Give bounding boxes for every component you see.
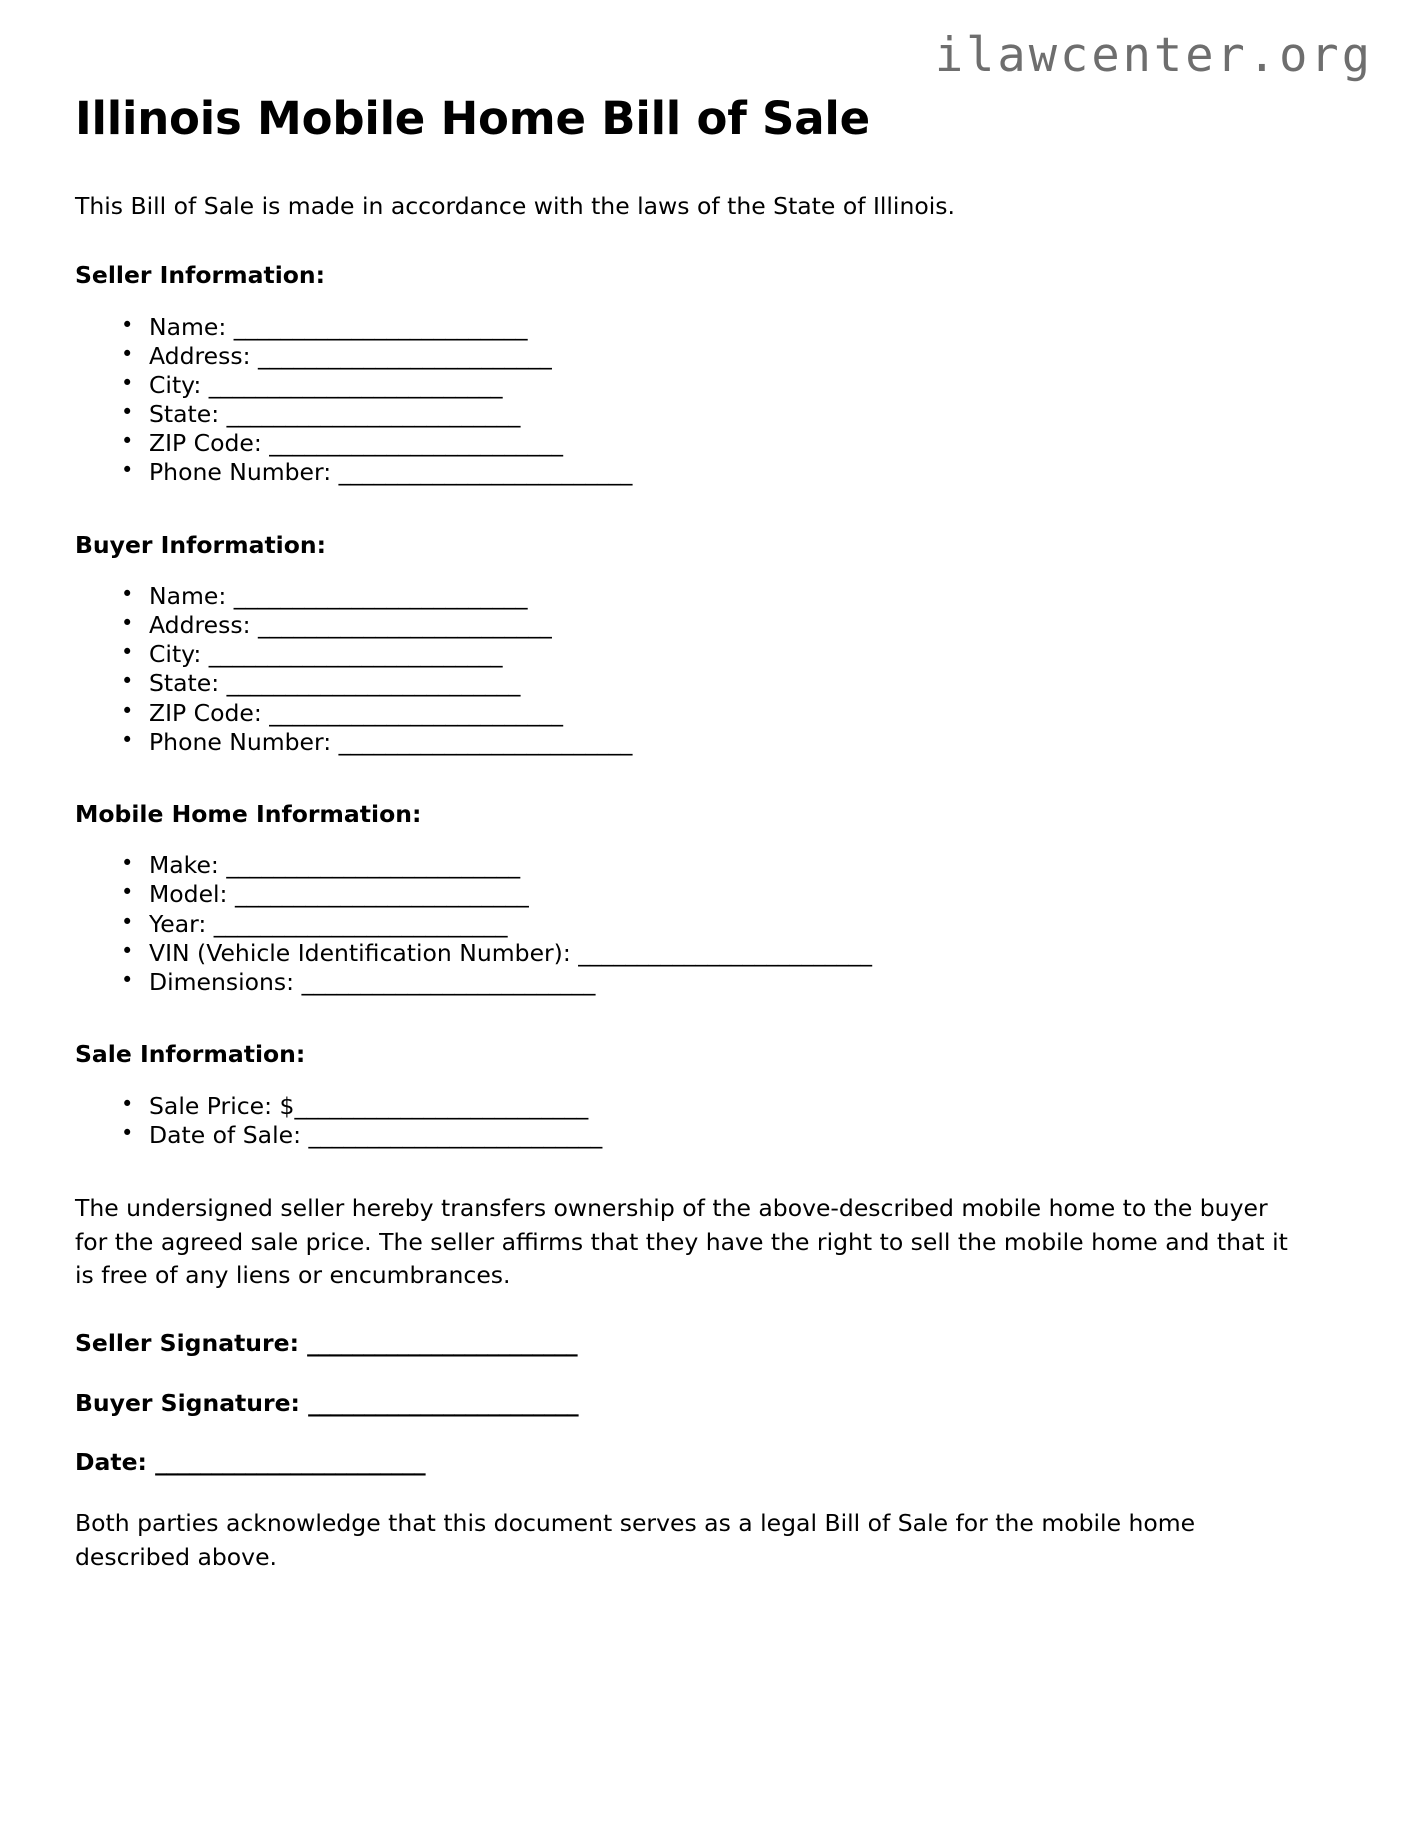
- buyer-signature-line: [75, 1389, 1305, 1418]
- field-blank-line[interactable]: _________________________: [308, 1120, 603, 1149]
- field-label: ZIP Code:: [149, 698, 262, 727]
- page-title: Illinois Mobile Home Bill of Sale: [75, 92, 870, 145]
- list-item: [121, 939, 1305, 968]
- list-item: [121, 728, 1305, 757]
- field-blank-line[interactable]: _________________________: [258, 341, 552, 370]
- list-item: [121, 582, 1305, 611]
- field-blank-line[interactable]: _________________________: [233, 312, 528, 341]
- list-item: [121, 968, 1305, 997]
- field-label: ZIP Code:: [149, 429, 262, 458]
- field-label: Phone Number:: [149, 458, 332, 487]
- intro-paragraph: This Bill of Sale is made in accordance with the laws of the State of Illinois.: [75, 192, 955, 221]
- field-label: Address:: [149, 611, 251, 640]
- date-label: Date:: [75, 1448, 147, 1477]
- seller-signature-blank[interactable]: ________________________: [307, 1329, 578, 1358]
- list-item: [121, 458, 1305, 487]
- section-heading-seller: Seller Information:: [75, 261, 326, 290]
- seller-signature-label: Seller Signature:: [75, 1329, 299, 1358]
- buyer-signature-blank[interactable]: ________________________: [308, 1388, 579, 1417]
- list-item: [121, 371, 1305, 400]
- field-blank-line[interactable]: _________________________: [213, 909, 508, 938]
- date-blank[interactable]: ________________________: [155, 1448, 426, 1477]
- document-content: [75, 94, 1305, 1611]
- list-item: [121, 910, 1305, 939]
- field-blank-line[interactable]: _________________________: [338, 458, 633, 487]
- field-blank-line[interactable]: _________________________: [208, 371, 503, 400]
- field-label: City:: [149, 640, 202, 669]
- site-watermark: ilawcenter.org: [934, 28, 1373, 83]
- list-item: [121, 313, 1305, 342]
- section-heading-sale: Sale Information:: [75, 1039, 306, 1068]
- list-item: [121, 880, 1305, 909]
- field-label: Address:: [149, 341, 251, 370]
- list-item: [121, 400, 1305, 429]
- field-label: Date of Sale:: [149, 1120, 301, 1149]
- field-blank-line[interactable]: _________________________: [234, 880, 529, 909]
- list-item: [121, 640, 1305, 669]
- field-blank-line[interactable]: _________________________: [338, 727, 633, 756]
- field-blank-line[interactable]: _________________________: [301, 967, 596, 996]
- field-label: VIN (Vehicle Identification Number):: [149, 938, 571, 967]
- field-blank-line[interactable]: _________________________: [226, 400, 521, 429]
- field-blank-line[interactable]: _________________________: [269, 429, 563, 458]
- sale-field-list: [75, 1092, 1305, 1150]
- field-blank-line[interactable]: _________________________: [294, 1091, 589, 1120]
- field-label: State:: [149, 400, 220, 429]
- field-blank-line[interactable]: _________________________: [578, 938, 873, 967]
- list-item: [121, 1121, 1305, 1150]
- list-item: [121, 611, 1305, 640]
- mobile-home-field-list: [75, 851, 1305, 997]
- buyer-field-list: [75, 582, 1305, 757]
- field-label: Year:: [149, 909, 207, 938]
- date-line: [75, 1448, 1305, 1477]
- field-label: Make:: [149, 851, 219, 880]
- field-blank-line[interactable]: _________________________: [226, 669, 521, 698]
- closing-paragraph: Both parties acknowledge that this document serves as a legal Bill of Sale for the mobile home described above.: [75, 1509, 1196, 1572]
- field-label: Phone Number:: [149, 727, 332, 756]
- list-item: [121, 429, 1305, 458]
- field-blank-line[interactable]: _________________________: [258, 611, 552, 640]
- list-item: [121, 669, 1305, 698]
- buyer-signature-label: Buyer Signature:: [75, 1388, 300, 1417]
- field-blank-line[interactable]: _________________________: [233, 582, 528, 611]
- seller-field-list: [75, 313, 1305, 488]
- field-label: State:: [149, 669, 220, 698]
- field-label: City:: [149, 371, 202, 400]
- seller-signature-line: [75, 1329, 1305, 1358]
- transfer-paragraph: The undersigned seller hereby transfers ownership of the above-described mobile home to the buyer for the agreed sale price. The seller affirms that they have the right to sell the mobile home and that it is free of any liens or encumbrances.: [75, 1193, 1288, 1290]
- list-item: [121, 699, 1305, 728]
- field-blank-line[interactable]: _________________________: [208, 640, 503, 669]
- field-blank-line[interactable]: _________________________: [226, 851, 521, 880]
- field-blank-line[interactable]: _________________________: [269, 698, 563, 727]
- field-label: Name:: [149, 312, 227, 341]
- field-label: Sale Price: $: [149, 1091, 295, 1120]
- field-label: Name:: [149, 582, 227, 611]
- list-item: [121, 342, 1305, 371]
- list-item: [121, 851, 1305, 880]
- list-item: [121, 1092, 1305, 1121]
- field-label: Model:: [149, 880, 228, 909]
- section-heading-buyer: Buyer Information:: [75, 530, 327, 559]
- section-heading-mobile-home: Mobile Home Information:: [75, 799, 422, 828]
- field-label: Dimensions:: [149, 967, 295, 996]
